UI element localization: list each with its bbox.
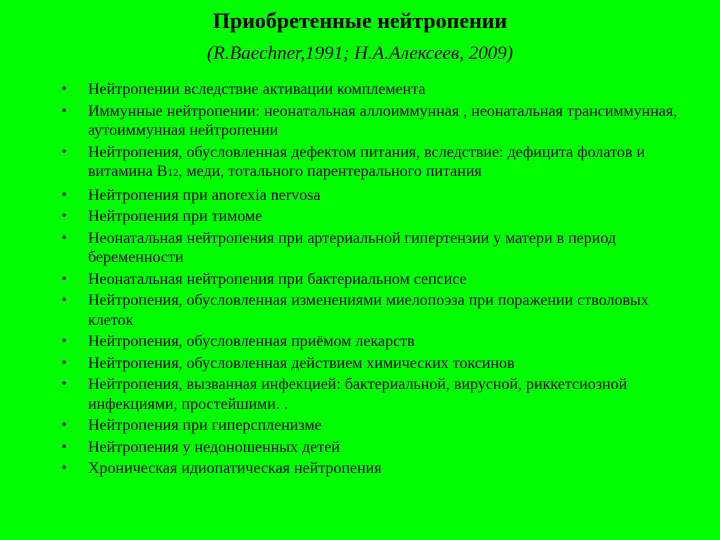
list-item — [57, 291, 697, 330]
bullet-icon: • — [60, 187, 68, 202]
list-item-text: Хроническая идиопатическая нейтропения — [88, 460, 382, 477]
list-item-text: Нейтропении вследствие активации комплемента — [88, 81, 426, 98]
list-item — [57, 102, 697, 141]
bullet-icon: • — [60, 439, 68, 454]
list-item — [57, 207, 697, 227]
bullet-icon: • — [60, 103, 68, 118]
bullet-icon: • — [60, 461, 68, 475]
list-item-text: Нейтропения у недоношенных детей — [88, 438, 340, 456]
list-item-text: Иммунные нейтропении: неонатальная аллоиммунная , неонатальная трансиммунная, аутоиммунная нейтропении — [88, 102, 678, 139]
bullet-icon: • — [60, 293, 68, 307]
bullet-icon: • — [60, 230, 68, 245]
bullet-list — [57, 80, 697, 481]
list-item-text: Нейтропения при тимоме — [88, 208, 263, 225]
list-item — [57, 354, 697, 374]
slide-title: Приобретенные нейтропении — [212, 8, 508, 33]
bullet-icon: • — [60, 377, 68, 391]
bullet-icon: • — [60, 209, 68, 223]
bullet-icon: • — [60, 334, 68, 348]
list-item-text: Нейтропения, обусловленная действием химических токсинов — [88, 354, 515, 372]
list-item-text: Неонатальная нейтропения при артериальной гипертензии у матери в период беременности — [88, 229, 617, 266]
list-item — [57, 270, 697, 290]
list-item-text: Нейтропения при гиперспленизме — [88, 417, 322, 434]
bullet-icon: • — [60, 144, 68, 159]
list-item-text: Нейтропения, обусловленная изменениями миелопоэза при поражении стволовых клеток — [88, 292, 649, 329]
list-item-text: Нейтропения, обусловленная приёмом лекарств — [88, 333, 415, 350]
list-item — [57, 229, 697, 268]
list-item — [57, 438, 697, 458]
list-item-text: Нейтропения при anorexia nervosa — [88, 186, 321, 204]
list-item-text: Нейтропения, вызванная инфекцией: бактериальной, вирусной, риккетсиозной инфекциями, простейшими. . — [88, 376, 628, 413]
list-item-text — [88, 144, 645, 181]
list-item — [57, 186, 697, 206]
list-item — [57, 459, 697, 479]
list-item — [57, 80, 697, 100]
list-item-text-part: Нейтропения, обусловленная дефектом питания, вследствие: дефицита фолатов и витамина В — [88, 143, 645, 180]
slide-subtitle: (R.Baechner,1991; Н.А.Алексеев, 2009) — [206, 43, 514, 64]
list-item-text-part: , меди, тотального парентерального питания — [178, 163, 482, 180]
list-item — [57, 416, 697, 436]
bullet-icon: • — [60, 82, 68, 96]
bullet-icon: • — [60, 418, 68, 432]
bullet-icon: • — [60, 355, 68, 370]
bullet-icon: • — [60, 271, 68, 286]
list-item — [57, 375, 697, 414]
list-item-subscript: 12 — [167, 167, 179, 179]
list-item — [57, 332, 697, 352]
list-item — [57, 143, 697, 184]
list-item-text: Неонатальная нейтропения при бактериальном сепсисе — [88, 270, 467, 288]
